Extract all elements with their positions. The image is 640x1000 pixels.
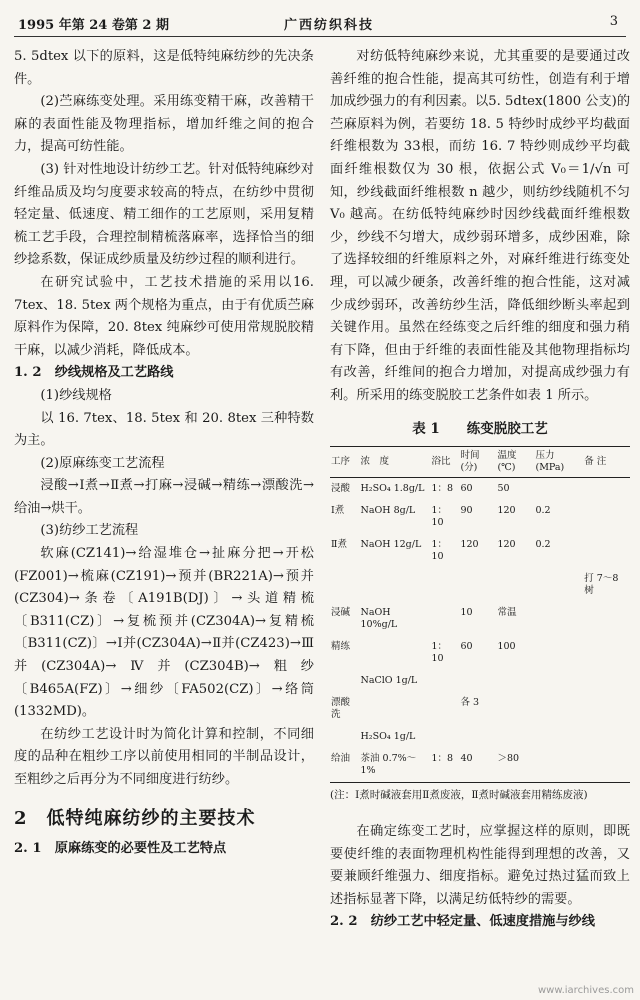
table-cell: 120 bbox=[497, 539, 516, 551]
table-cell: 120 bbox=[497, 505, 516, 517]
table-cell: NaOH 12g/L bbox=[360, 539, 422, 551]
right-column bbox=[330, 46, 630, 934]
table-cell: 50 bbox=[497, 483, 510, 495]
table-cell: H₂SO₄ 1.8g/L bbox=[360, 483, 425, 495]
paragraph: (3) 针对性地设计纺纱工艺。针对低特纯麻纱对纤维品质及均匀度要求较高的特点，在纺纱中贯彻轻定量、低速度、精工细作的工艺原则，采用复精梳工艺手段，合理控制精梳落麻率，选择恰当的细纱捻系数，保证成纱质量及纺纱过程的顺利进行。 bbox=[14, 161, 314, 268]
table-cell bbox=[496, 692, 534, 726]
table-cell bbox=[583, 602, 630, 636]
table-header-cell: 压力(MPa) bbox=[534, 447, 583, 478]
paragraph: 在确定练变工艺时，应掌握这样的原则，即既要使纤维的表面物理机构性能得到理想的改善，又要兼顾纤维强力、细度指标。避免过热过猛而致上述指标显著下降，以满足纺低特纱的需要。 bbox=[330, 824, 630, 907]
table-cell: 0.2 bbox=[535, 505, 551, 517]
table-row bbox=[330, 726, 630, 748]
table-cell bbox=[459, 670, 496, 692]
table-header-cell: 浴比 bbox=[430, 447, 459, 478]
table-cell: 120 bbox=[460, 539, 479, 551]
page-header bbox=[14, 8, 626, 36]
table-cell bbox=[459, 726, 496, 748]
table-cell bbox=[496, 670, 534, 692]
table-cell bbox=[430, 602, 459, 636]
table-header-row bbox=[330, 447, 630, 478]
table-cell bbox=[583, 670, 630, 692]
paragraph: 对纺低特纯麻纱来说，尤其重要的是要通过改善纤维的抱合性能，提高其可纺性，创造有利于增加成纱强力的有利因素。以5. 5dtex(1800 公支)的苎麻原料为例，若要纺 18. 5 特纱时成纱平均截面纤维根数为 33根，而纺 16. 7 特纱则成纱平均截面纤维根数仅为 30 根，依据公式 V₀＝1/√n 可知，纱线截面纤维根数 n 越少，则纺纱线随机不匀 V₀ 越高。在纺低特纯麻纱时因纱线截面纤维根数少，纱线不匀增大，成纱弱环增多，成纱困难，除了选择较细的纤维原料之外，对麻纤维进行练变处理，可以减少硬条，改善纤维的抱合性能，这对减少成纱弱环，改善纺纱生活，降低细纱断头率起到关键作用。虽然在经练变之后纤维的细度和强力稍有下降，但由于纤维的表面性能及其他物理指标均有改善，纤维间的抱合力增加，对提高成纱强力有利。所采用的练变脱胶工艺条件如表 1 所示。 bbox=[330, 49, 631, 403]
table-cell bbox=[330, 568, 360, 602]
table-cell: 1：10 bbox=[431, 505, 447, 529]
table-cell bbox=[430, 692, 459, 726]
table-title: 表 1 练变脱胶工艺 bbox=[412, 420, 548, 437]
page-number: 3 bbox=[609, 14, 618, 29]
table-cell bbox=[534, 670, 583, 692]
section-heading-1-2: 1. 2 纱线规格及工艺路线 bbox=[14, 365, 174, 381]
table-cell bbox=[534, 726, 583, 748]
paragraph: 5. 5dtex 以下的原料，这是低特纯麻纺纱的先决条件。 bbox=[14, 49, 314, 87]
table-cell bbox=[534, 636, 583, 670]
table-cell: Ⅱ煮 bbox=[331, 539, 347, 551]
table-row bbox=[330, 692, 630, 726]
table-cell: 0.2 bbox=[535, 539, 551, 551]
section-heading-2-1: 2. 1 原麻练变的必要性及工艺特点 bbox=[14, 841, 227, 857]
table-cell: 1：10 bbox=[431, 641, 447, 665]
paragraph: 在纺纱工艺设计时为简化计算和控制，不同细度的品种在粗纱工序以前使用相同的半制品设计，至粗纱之后再分为不同细度进行纺纱。 bbox=[14, 726, 314, 787]
table-cell: 100 bbox=[497, 641, 516, 653]
table-cell: 1：8 bbox=[430, 748, 459, 783]
table-header-cell: 备 注 bbox=[583, 447, 630, 478]
table-cell: 精练 bbox=[331, 641, 351, 653]
section-heading-2-2: 2. 2 纺纱工艺中轻定量、低速度措施与纱线 bbox=[330, 914, 595, 930]
table-note: (注：Ⅰ煮时碱液套用Ⅱ煮废液，Ⅱ煮时碱液套用精练废液) bbox=[330, 789, 588, 802]
table-cell bbox=[459, 568, 496, 602]
table-cell: NaOH 8g/L bbox=[360, 505, 416, 517]
table-cell bbox=[583, 636, 630, 670]
table-cell bbox=[360, 568, 431, 602]
table-cell bbox=[496, 726, 534, 748]
paragraph: 在研究试验中，工艺技术措施的采用以16. 7tex、18. 5tex 两个规格为重点，由于有优质苎麻原料作为保障，20. 8tex 纯麻纱可使用常规脱胶精干麻，以减少消耗，降低成本。 bbox=[14, 274, 314, 358]
table-header-cell: 时间(分) bbox=[459, 447, 496, 478]
table-cell bbox=[534, 568, 583, 602]
table-cell bbox=[534, 692, 583, 726]
table-cell bbox=[534, 478, 583, 501]
table-row bbox=[330, 500, 630, 534]
table-cell: ＞80 bbox=[496, 748, 534, 783]
table-cell: Ⅰ煮 bbox=[331, 505, 345, 517]
table-row bbox=[330, 636, 630, 670]
table-row bbox=[330, 568, 630, 602]
table-cell bbox=[583, 726, 630, 748]
table-cell: NaClO 1g/L bbox=[360, 675, 418, 687]
table-cell: 各 3 bbox=[460, 697, 480, 709]
table-cell: 常温 bbox=[497, 607, 517, 619]
paragraph: (2)苎麻练变处理。采用练变精干麻，改善精干麻的表面性能及物理指标，增加纤维之间的抱合力，提高可纺性能。 bbox=[14, 94, 314, 155]
table-row bbox=[330, 670, 630, 692]
table-cell bbox=[496, 568, 534, 602]
table-cell: 茶油 0.7%～1% bbox=[360, 748, 431, 783]
table-cell bbox=[330, 670, 360, 692]
table-cell bbox=[430, 568, 459, 602]
table-cell bbox=[583, 534, 630, 568]
header-rule bbox=[14, 36, 626, 37]
watermark: www.iarchives.com bbox=[537, 985, 634, 996]
table-cell bbox=[360, 692, 431, 726]
table-cell bbox=[583, 500, 630, 534]
table-cell: 浸碱 bbox=[331, 607, 351, 619]
table-cell: 40 bbox=[459, 748, 496, 783]
table-header-cell: 浓 度 bbox=[360, 447, 431, 478]
paragraph: (3)纺纱工艺流程 bbox=[40, 523, 139, 539]
table-cell bbox=[583, 748, 630, 783]
table-cell bbox=[534, 748, 583, 783]
table-cell: H₂SO₄ 1g/L bbox=[360, 731, 416, 743]
paragraph: (1)纱线规格 bbox=[40, 387, 112, 403]
journal-issue: 1995 年第 24 卷第 2 期 bbox=[18, 18, 169, 33]
table-cell: 90 bbox=[460, 505, 473, 517]
table-cell: NaOH 10%g/L bbox=[360, 607, 398, 631]
table-cell bbox=[430, 670, 459, 692]
chapter-heading-2: 2 低特纯麻纺纱的主要技术 bbox=[14, 807, 256, 829]
journal-name: 广西纺织科技 bbox=[284, 18, 375, 33]
table-cell: 60 bbox=[460, 641, 473, 653]
table-cell bbox=[534, 602, 583, 636]
table-cell: 给油 bbox=[330, 748, 360, 783]
table-cell bbox=[583, 478, 630, 501]
table-cell: 漂酸洗 bbox=[331, 697, 351, 721]
table-row bbox=[330, 534, 630, 568]
table-header-cell: 温度(℃) bbox=[496, 447, 534, 478]
paragraph: 浸酸→Ⅰ煮→Ⅱ煮→打麻→浸碱→精练→漂酸洗→给油→烘干。 bbox=[14, 478, 314, 516]
paragraph: (2)原麻练变工艺流程 bbox=[40, 455, 165, 471]
paragraph: 以 16. 7tex、18. 5tex 和 20. 8tex 三种特数为主。 bbox=[14, 410, 314, 449]
table-row bbox=[330, 748, 630, 783]
table-cell bbox=[330, 726, 360, 748]
left-column bbox=[14, 46, 314, 861]
table-cell: 浸酸 bbox=[331, 483, 351, 495]
table-cell: 1：10 bbox=[431, 539, 447, 563]
table-cell bbox=[430, 726, 459, 748]
table-cell: 打 7～8 树 bbox=[584, 573, 619, 597]
table-row bbox=[330, 478, 630, 501]
table-header-cell: 工序 bbox=[330, 447, 360, 478]
table-cell: 10 bbox=[460, 607, 473, 619]
table-cell bbox=[583, 692, 630, 726]
table-cell bbox=[360, 636, 431, 670]
degumming-table bbox=[330, 446, 630, 783]
table-cell: 60 bbox=[460, 483, 473, 495]
process-flow: 软麻(CZ141)→给湿堆仓→扯麻分把→开松(FZ001)→梳麻(CZ191)→预并(BR221A)→预并(CZ304)→条卷〔A191B(DJ)〕→头道精梳〔B311(CZ)〕→复梳预并(CZ304A)→复精梳〔B311(CZ)〕→Ⅰ并(CZ304A)→Ⅱ并(CZ423)→Ⅲ并(CZ304A)→Ⅳ并(CZ304B)→粗纱〔B465A(FZ)〕→细纱〔FA502(CZ)〕→络筒(1332MD)。 bbox=[14, 546, 314, 720]
table-cell: 1：8 bbox=[431, 483, 454, 495]
table-row bbox=[330, 602, 630, 636]
